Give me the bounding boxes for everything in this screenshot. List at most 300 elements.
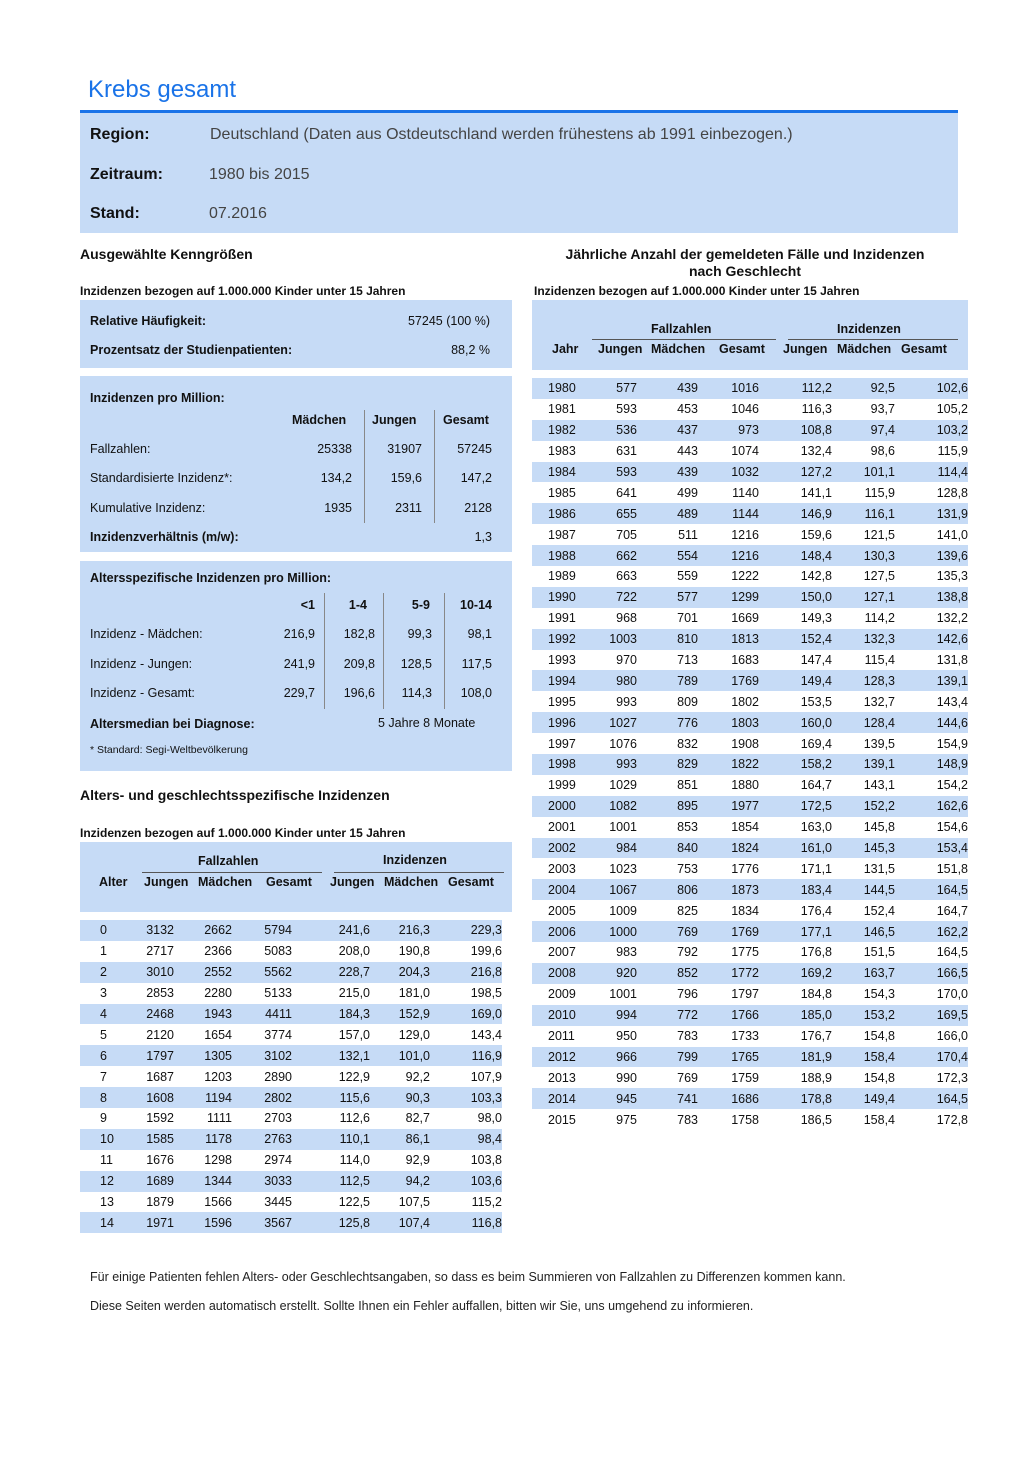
row-key-cell: 2006	[532, 921, 582, 942]
table-cell: 741	[637, 1088, 698, 1109]
zeitraum-label: Zeitraum:	[90, 166, 163, 183]
table-row	[80, 962, 502, 983]
table-cell: 4411	[232, 1004, 292, 1025]
column-divider	[434, 410, 435, 523]
col-jungen-inz: Jungen	[783, 342, 828, 356]
row-key-cell: 7	[80, 1066, 114, 1087]
table-cell: 229,3	[430, 920, 502, 941]
table-cell: 154,3	[832, 984, 895, 1005]
table-cell: 1766	[698, 1005, 759, 1026]
kum-inzidenz-maedchen: 1935	[324, 501, 352, 515]
table-cell: 92,2	[370, 1066, 430, 1087]
table-cell: 82,7	[370, 1108, 430, 1129]
table-cell: 1943	[174, 1004, 232, 1025]
table-cell: 990	[582, 1067, 637, 1088]
table-cell: 1216	[698, 545, 759, 566]
table-cell: 753	[637, 858, 698, 879]
row-key-cell: 10	[80, 1129, 114, 1150]
col-jungen: Jungen	[372, 413, 417, 427]
table-cell: 86,1	[370, 1129, 430, 1150]
table-cell: 128,8	[895, 482, 968, 503]
table-cell: 181,9	[759, 1047, 832, 1068]
table-cell: 129,0	[370, 1024, 430, 1045]
col-jahr: Jahr	[552, 342, 579, 356]
table-cell: 1001	[582, 817, 637, 838]
table-cell: 141,1	[759, 482, 832, 503]
table-row	[532, 817, 968, 838]
table-cell: 164,7	[895, 900, 968, 921]
col-gesamt: Gesamt	[443, 413, 489, 427]
col-maedchen-inz: Mädchen	[837, 342, 892, 356]
table-cell: 158,2	[759, 754, 832, 775]
table-cell: 149,3	[759, 608, 832, 629]
table-row	[532, 733, 968, 754]
table-cell: 5794	[232, 920, 292, 941]
table-cell: 705	[582, 524, 637, 545]
inz-gesamt-5-9: 114,3	[401, 686, 432, 700]
table-cell: 143,1	[832, 775, 895, 796]
table-cell: 437	[637, 420, 698, 441]
table-cell: 176,4	[759, 900, 832, 921]
table-cell: 2552	[174, 962, 232, 983]
row-key-cell: 2008	[532, 963, 582, 984]
column-divider	[444, 593, 445, 709]
table-cell: 796	[637, 984, 698, 1005]
table-cell: 950	[582, 1026, 637, 1047]
table-row	[80, 1066, 502, 1087]
table-cell: 114,2	[832, 608, 895, 629]
table-cell: 143,4	[895, 691, 968, 712]
table-cell: 577	[582, 378, 637, 399]
row-key-cell: 1982	[532, 420, 582, 441]
table-cell: 114,0	[292, 1150, 370, 1171]
table-cell: 2974	[232, 1150, 292, 1171]
table-cell: 920	[582, 963, 637, 984]
table-row	[532, 420, 968, 441]
row-key-cell: 14	[80, 1212, 114, 1233]
table-cell: 722	[582, 587, 637, 608]
col-5-9: 5-9	[411, 598, 430, 612]
table-row	[532, 629, 968, 650]
table-cell: 1305	[174, 1045, 232, 1066]
inz-maedchen-label: Inzidenz - Mädchen:	[90, 627, 203, 641]
table-row	[532, 1067, 968, 1088]
jahr-table-header	[532, 300, 968, 370]
table-cell: 181,0	[370, 983, 430, 1004]
table-cell: 1067	[582, 879, 637, 900]
table-cell: 163,7	[832, 963, 895, 984]
table-cell: 94,2	[370, 1171, 430, 1192]
header-rule	[788, 339, 958, 340]
table-cell: 127,1	[832, 587, 895, 608]
row-key-cell: 5	[80, 1024, 114, 1045]
table-row	[532, 712, 968, 733]
table-cell: 2802	[232, 1087, 292, 1108]
table-cell: 139,5	[832, 733, 895, 754]
table-cell: 216,3	[370, 920, 430, 941]
table-cell: 945	[582, 1088, 637, 1109]
row-key-cell: 1992	[532, 629, 582, 650]
row-key-cell: 6	[80, 1045, 114, 1066]
table-cell: 783	[637, 1109, 698, 1130]
row-key-cell: 0	[80, 920, 114, 941]
fallzahlen-label: Fallzahlen:	[90, 442, 151, 456]
table-cell: 108,8	[759, 420, 832, 441]
table-row	[532, 545, 968, 566]
table-cell: 154,8	[832, 1067, 895, 1088]
table-cell: 1016	[698, 378, 759, 399]
inz-gesamt-lt1: 229,7	[283, 686, 315, 700]
median-value: 5 Jahre 8 Monate	[378, 716, 476, 730]
table-row	[80, 1171, 502, 1192]
table-cell: 143,4	[430, 1024, 502, 1045]
table-cell: 152,4	[759, 629, 832, 650]
col-lt1: <1	[300, 598, 315, 612]
table-cell: 789	[637, 670, 698, 691]
inz-jungen-10-14: 117,5	[461, 657, 492, 671]
table-cell: 966	[582, 1047, 637, 1068]
table-cell: 439	[637, 378, 698, 399]
footnote-standard: * Standard: Segi-Weltbevölkerung	[90, 744, 248, 756]
table-cell: 152,2	[832, 796, 895, 817]
row-key-cell: 13	[80, 1192, 114, 1213]
alter-table	[80, 920, 502, 1233]
table-cell: 1074	[698, 441, 759, 462]
table-row	[80, 1192, 502, 1213]
table-cell: 1178	[174, 1129, 232, 1150]
table-cell: 158,4	[832, 1047, 895, 1068]
rel-label: Relative Häufigkeit:	[90, 314, 207, 328]
table-cell: 92,5	[832, 378, 895, 399]
table-cell: 139,1	[832, 754, 895, 775]
table-cell: 103,2	[895, 420, 968, 441]
table-cell: 146,9	[759, 503, 832, 524]
table-cell: 154,2	[895, 775, 968, 796]
table-cell: 170,4	[895, 1047, 968, 1068]
table-row	[532, 462, 968, 483]
table-cell: 121,5	[832, 524, 895, 545]
altersspez-title: Altersspezifische Inzidenzen pro Million:	[90, 571, 332, 585]
table-cell: 2468	[114, 1004, 174, 1025]
table-cell: 1834	[698, 900, 759, 921]
table-cell: 1585	[114, 1129, 174, 1150]
table-row	[532, 378, 968, 399]
inz-gesamt-1-4: 196,6	[343, 686, 375, 700]
row-key-cell: 1997	[532, 733, 582, 754]
table-cell: 132,4	[759, 441, 832, 462]
table-cell: 5133	[232, 983, 292, 1004]
row-key-cell: 1984	[532, 462, 582, 483]
table-cell: 1299	[698, 587, 759, 608]
table-cell: 178,8	[759, 1088, 832, 1109]
table-cell: 131,8	[895, 650, 968, 671]
table-cell: 158,4	[832, 1109, 895, 1130]
row-key-cell: 2001	[532, 817, 582, 838]
table-cell: 895	[637, 796, 698, 817]
table-cell: 190,8	[370, 941, 430, 962]
col-jungen-fall: Jungen	[598, 342, 643, 356]
table-cell: 177,1	[759, 921, 832, 942]
table-cell: 169,2	[759, 963, 832, 984]
table-cell: 1908	[698, 733, 759, 754]
page-title: Krebs gesamt	[88, 76, 237, 103]
table-cell: 145,3	[832, 838, 895, 859]
table-cell: 146,5	[832, 921, 895, 942]
table-row	[80, 1024, 502, 1045]
row-key-cell: 2003	[532, 858, 582, 879]
table-cell: 851	[637, 775, 698, 796]
table-row	[532, 1088, 968, 1109]
table-cell: 655	[582, 503, 637, 524]
table-cell: 115,9	[832, 482, 895, 503]
table-cell: 1344	[174, 1171, 232, 1192]
table-row	[532, 1005, 968, 1026]
table-cell: 153,4	[895, 838, 968, 859]
table-cell: 112,6	[292, 1108, 370, 1129]
table-cell: 1758	[698, 1109, 759, 1130]
inz-maedchen-lt1: 216,9	[283, 627, 315, 641]
table-row	[532, 754, 968, 775]
table-cell: 1879	[114, 1192, 174, 1213]
table-cell: 701	[637, 608, 698, 629]
table-cell: 139,1	[895, 670, 968, 691]
table-cell: 169,0	[430, 1004, 502, 1025]
table-cell: 3033	[232, 1171, 292, 1192]
table-cell: 1797	[114, 1045, 174, 1066]
fallzahlen-jungen: 31907	[387, 442, 422, 456]
table-cell: 154,9	[895, 733, 968, 754]
stand-value: 07.2016	[209, 205, 267, 222]
table-cell: 115,9	[895, 441, 968, 462]
table-cell: 769	[637, 921, 698, 942]
inz-jungen-5-9: 128,5	[400, 657, 432, 671]
table-row	[532, 1026, 968, 1047]
table-cell: 152,9	[370, 1004, 430, 1025]
table-cell: 141,0	[895, 524, 968, 545]
header-rule	[334, 872, 504, 873]
table-cell: 172,3	[895, 1067, 968, 1088]
row-key-cell: 1998	[532, 754, 582, 775]
table-cell: 1216	[698, 524, 759, 545]
table-cell: 1596	[174, 1212, 232, 1233]
fallzahlen-gesamt: 57245	[457, 442, 492, 456]
table-row	[532, 921, 968, 942]
table-cell: 973	[698, 420, 759, 441]
alter-table-subtitle: Inzidenzen bezogen auf 1.000.000 Kinder unter 15 Jahren	[80, 826, 406, 840]
table-cell: 116,1	[832, 503, 895, 524]
table-cell: 1776	[698, 858, 759, 879]
table-cell: 3010	[114, 962, 174, 983]
table-cell: 144,5	[832, 879, 895, 900]
row-key-cell: 1999	[532, 775, 582, 796]
col-jungen-fall: Jungen	[144, 875, 189, 889]
table-cell: 1029	[582, 775, 637, 796]
row-key-cell: 2004	[532, 879, 582, 900]
stand-label: Stand:	[90, 205, 140, 222]
verhaeltnis-label: Inzidenzverhältnis (m/w):	[90, 530, 239, 544]
studien-label: Prozentsatz der Studienpatienten:	[90, 343, 293, 357]
table-cell: 511	[637, 524, 698, 545]
row-key-cell: 1993	[532, 650, 582, 671]
row-key-cell: 8	[80, 1087, 114, 1108]
table-cell: 162,2	[895, 921, 968, 942]
row-key-cell: 1981	[532, 399, 582, 420]
table-cell: 188,9	[759, 1067, 832, 1088]
table-cell: 164,5	[895, 942, 968, 963]
table-row	[532, 775, 968, 796]
table-cell: 3774	[232, 1024, 292, 1045]
table-cell: 132,7	[832, 691, 895, 712]
row-key-cell: 1988	[532, 545, 582, 566]
table-cell: 112,2	[759, 378, 832, 399]
table-cell: 127,5	[832, 566, 895, 587]
table-cell: 228,7	[292, 962, 370, 983]
table-row	[532, 650, 968, 671]
table-cell: 114,4	[895, 462, 968, 483]
row-key-cell: 2014	[532, 1088, 582, 1109]
table-row	[532, 942, 968, 963]
table-cell: 107,9	[430, 1066, 502, 1087]
table-cell: 536	[582, 420, 637, 441]
rel-value: 57245 (100 %)	[407, 314, 490, 328]
table-cell: 171,1	[759, 858, 832, 879]
table-cell: 153,2	[832, 1005, 895, 1026]
table-cell: 2717	[114, 941, 174, 962]
std-inzidenz-label: Standardisierte Inzidenz*:	[90, 471, 233, 485]
table-cell: 184,3	[292, 1004, 370, 1025]
table-cell: 2890	[232, 1066, 292, 1087]
inz-maedchen-1-4: 182,8	[343, 627, 375, 641]
table-cell: 164,5	[895, 1088, 968, 1109]
row-key-cell: 2015	[532, 1109, 582, 1130]
table-row	[532, 900, 968, 921]
table-cell: 980	[582, 670, 637, 691]
col-gesamt-fall: Gesamt	[266, 875, 312, 889]
table-cell: 1797	[698, 984, 759, 1005]
table-cell: 132,3	[832, 629, 895, 650]
altersspez-panel	[80, 561, 512, 771]
footer-note-2: Diese Seiten werden automatisch erstellt. Sollte Ihnen ein Fehler auffallen, bitten wir Sie, uns umgehend zu informieren.	[90, 1299, 754, 1313]
table-cell: 809	[637, 691, 698, 712]
table-cell: 984	[582, 838, 637, 859]
table-cell: 122,5	[292, 1192, 370, 1213]
table-cell: 593	[582, 399, 637, 420]
table-cell: 1111	[174, 1108, 232, 1129]
jahr-table-title: Jährliche Anzahl der gemeldeten Fälle und Inzidenzen	[565, 246, 925, 262]
col-jungen-inz: Jungen	[330, 875, 375, 889]
table-cell: 772	[637, 1005, 698, 1026]
table-cell: 101,1	[832, 462, 895, 483]
table-row	[532, 670, 968, 691]
table-cell: 149,4	[832, 1088, 895, 1109]
table-cell: 1009	[582, 900, 637, 921]
table-cell: 154,6	[895, 817, 968, 838]
table-row	[532, 566, 968, 587]
table-cell: 1566	[174, 1192, 232, 1213]
row-key-cell: 1994	[532, 670, 582, 691]
col-maedchen-inz: Mädchen	[384, 875, 439, 889]
header-rule	[142, 872, 322, 873]
table-cell: 115,4	[832, 650, 895, 671]
table-cell: 148,9	[895, 754, 968, 775]
row-key-cell: 1995	[532, 691, 582, 712]
kenngroessen-panel	[80, 300, 512, 368]
table-cell: 1001	[582, 984, 637, 1005]
table-cell: 1076	[582, 733, 637, 754]
inzidenzen-title: Inzidenzen pro Million:	[90, 391, 225, 405]
table-cell: 90,3	[370, 1087, 430, 1108]
jahr-table	[532, 378, 968, 1130]
col-alter: Alter	[99, 875, 128, 889]
zeitraum-value: 1980 bis 2015	[209, 166, 310, 183]
std-inzidenz-jungen: 159,6	[390, 471, 422, 485]
table-cell: 1689	[114, 1171, 174, 1192]
table-cell: 135,3	[895, 566, 968, 587]
table-row	[80, 1108, 502, 1129]
table-cell: 2662	[174, 920, 232, 941]
table-row	[80, 1087, 502, 1108]
table-cell: 162,6	[895, 796, 968, 817]
table-cell: 107,5	[370, 1192, 430, 1213]
table-cell: 93,7	[832, 399, 895, 420]
table-cell: 169,4	[759, 733, 832, 754]
table-cell: 993	[582, 754, 637, 775]
table-row	[80, 1004, 502, 1025]
table-cell: 150,0	[759, 587, 832, 608]
table-cell: 103,6	[430, 1171, 502, 1192]
row-key-cell: 2005	[532, 900, 582, 921]
table-row	[532, 1047, 968, 1068]
table-cell: 853	[637, 817, 698, 838]
table-row	[80, 1212, 502, 1233]
col-maedchen: Mädchen	[292, 413, 347, 427]
table-cell: 216,8	[430, 962, 502, 983]
region-value: Deutschland (Daten aus Ostdeutschland werden frühestens ab 1991 einbezogen.)	[210, 126, 793, 143]
inz-gesamt-label: Inzidenz - Gesamt:	[90, 686, 195, 700]
table-cell: 97,4	[832, 420, 895, 441]
table-cell: 159,6	[759, 524, 832, 545]
kenngroessen-subtitle: Inzidenzen bezogen auf 1.000.000 Kinder unter 15 Jahren	[80, 284, 406, 298]
table-cell: 199,6	[430, 941, 502, 962]
table-row	[532, 838, 968, 859]
table-cell: 98,4	[430, 1129, 502, 1150]
table-cell: 115,2	[430, 1192, 502, 1213]
table-cell: 559	[637, 566, 698, 587]
table-cell: 153,5	[759, 691, 832, 712]
col-gesamt-inz: Gesamt	[448, 875, 494, 889]
table-cell: 577	[637, 587, 698, 608]
table-cell: 439	[637, 462, 698, 483]
table-cell: 1592	[114, 1108, 174, 1129]
table-cell: 161,0	[759, 838, 832, 859]
row-key-cell: 2012	[532, 1047, 582, 1068]
table-cell: 164,7	[759, 775, 832, 796]
row-key-cell: 1990	[532, 587, 582, 608]
table-cell: 98,0	[430, 1108, 502, 1129]
table-cell: 139,6	[895, 545, 968, 566]
table-cell: 1813	[698, 629, 759, 650]
table-cell: 103,3	[430, 1087, 502, 1108]
table-cell: 152,4	[832, 900, 895, 921]
table-cell: 783	[637, 1026, 698, 1047]
table-row	[532, 399, 968, 420]
table-cell: 130,3	[832, 545, 895, 566]
info-box	[80, 113, 958, 233]
table-row	[80, 920, 502, 941]
table-cell: 1003	[582, 629, 637, 650]
table-row	[80, 1045, 502, 1066]
table-cell: 2120	[114, 1024, 174, 1045]
